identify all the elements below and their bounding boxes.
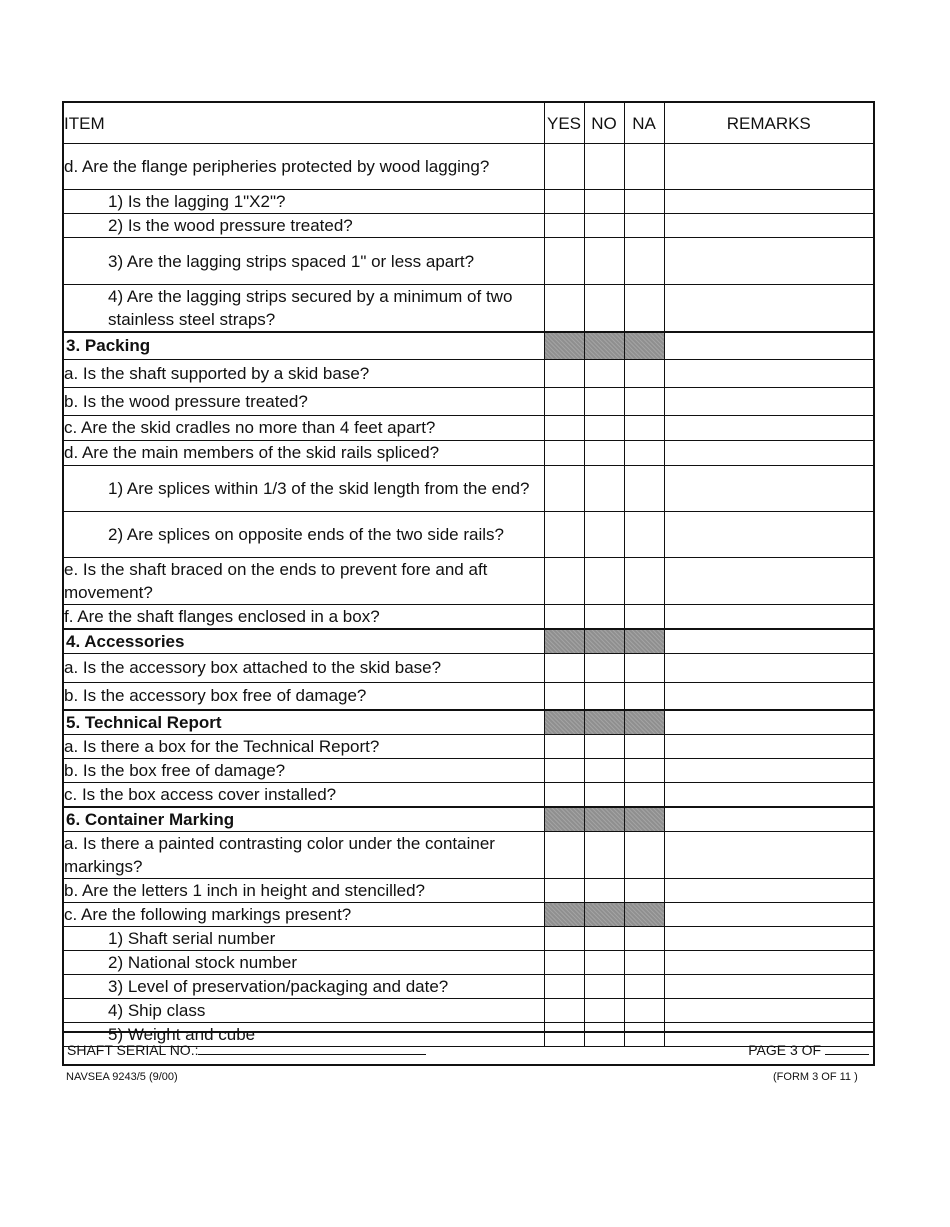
- remarks-cell[interactable]: [664, 783, 873, 808]
- remarks-cell[interactable]: [664, 190, 873, 214]
- yes-shaded-cell: [544, 332, 584, 359]
- shaft-serial-label: SHAFT SERIAL NO.:: [67, 1042, 199, 1058]
- checklist-row: [64, 440, 873, 465]
- no-checkbox-cell[interactable]: [584, 653, 624, 682]
- na-checkbox-cell[interactable]: [624, 783, 664, 808]
- na-checkbox-cell[interactable]: [624, 557, 664, 604]
- no-checkbox-cell[interactable]: [584, 832, 624, 879]
- na-checkbox-cell[interactable]: [624, 465, 664, 511]
- na-checkbox-cell[interactable]: [624, 238, 664, 285]
- no-checkbox-cell[interactable]: [584, 927, 624, 951]
- checklist-row: [64, 783, 873, 808]
- question-text: c. Are the following markings present?: [64, 903, 544, 927]
- yes-checkbox-cell[interactable]: [544, 653, 584, 682]
- remarks-cell[interactable]: [664, 653, 873, 682]
- no-checkbox-cell[interactable]: [584, 190, 624, 214]
- na-checkbox-cell[interactable]: [624, 999, 664, 1023]
- question-text: 3) Level of preservation/packaging and date?: [64, 975, 544, 999]
- remarks-cell[interactable]: [664, 359, 873, 387]
- question-text: 4) Are the lagging strips secured by a minimum of two stainless steel straps?: [64, 285, 544, 333]
- question-text: b. Is the wood pressure treated?: [64, 387, 544, 415]
- header-row: [64, 103, 873, 144]
- question-text: 5) Weight and cube: [64, 1023, 544, 1047]
- no-checkbox-cell[interactable]: [584, 951, 624, 975]
- section-header-row: [64, 629, 873, 654]
- no-checkbox-cell[interactable]: [584, 144, 624, 190]
- checklist-row: [64, 144, 873, 190]
- section-header-row: [64, 710, 873, 735]
- section-title: 5. Technical Report: [64, 710, 544, 735]
- yes-checkbox-cell[interactable]: [544, 387, 584, 415]
- no-checkbox-cell[interactable]: [584, 440, 624, 465]
- checklist-row: [64, 735, 873, 759]
- no-checkbox-cell[interactable]: [584, 511, 624, 557]
- yes-column-header: YES: [544, 103, 584, 144]
- remarks-cell[interactable]: [664, 511, 873, 557]
- checklist-row: [64, 682, 873, 710]
- yes-checkbox-cell[interactable]: [544, 557, 584, 604]
- no-checkbox-cell[interactable]: [584, 682, 624, 710]
- no-checkbox-cell[interactable]: [584, 999, 624, 1023]
- yes-checkbox-cell[interactable]: [544, 144, 584, 190]
- shaft-serial-field: [67, 1041, 426, 1058]
- na-checkbox-cell[interactable]: [624, 975, 664, 999]
- question-text: d. Are the flange peripheries protected by wood lagging?: [64, 144, 544, 190]
- yes-checkbox-cell[interactable]: [544, 832, 584, 879]
- remarks-cell[interactable]: [664, 832, 873, 879]
- na-shaded-cell: [624, 710, 664, 735]
- na-checkbox-cell[interactable]: [624, 359, 664, 387]
- na-checkbox-cell[interactable]: [624, 387, 664, 415]
- na-shaded-cell: [624, 629, 664, 654]
- na-checkbox-cell[interactable]: [624, 832, 664, 879]
- no-checkbox-cell[interactable]: [584, 415, 624, 440]
- na-checkbox-cell[interactable]: [624, 415, 664, 440]
- page-number-field: [748, 1041, 869, 1058]
- na-shaded-cell: [624, 332, 664, 359]
- checklist-row: [64, 999, 873, 1023]
- section-title: 6. Container Marking: [64, 807, 544, 832]
- yes-checkbox-cell[interactable]: [544, 465, 584, 511]
- na-checkbox-cell[interactable]: [624, 604, 664, 629]
- yes-checkbox-cell[interactable]: [544, 214, 584, 238]
- yes-checkbox-cell[interactable]: [544, 440, 584, 465]
- checklist-row: [64, 903, 873, 927]
- remarks-cell[interactable]: [664, 629, 873, 654]
- na-checkbox-cell[interactable]: [624, 879, 664, 903]
- no-checkbox-cell[interactable]: [584, 465, 624, 511]
- inspection-checklist-form: [62, 101, 875, 1066]
- checklist-row: [64, 927, 873, 951]
- question-text: a. Is the accessory box attached to the skid base?: [64, 653, 544, 682]
- na-checkbox-cell[interactable]: [624, 951, 664, 975]
- no-checkbox-cell[interactable]: [584, 783, 624, 808]
- no-shaded-cell: [584, 332, 624, 359]
- question-text: c. Are the skid cradles no more than 4 feet apart?: [64, 415, 544, 440]
- form-footer: [64, 1031, 873, 1064]
- yes-checkbox-cell[interactable]: [544, 682, 584, 710]
- yes-checkbox-cell[interactable]: [544, 190, 584, 214]
- yes-checkbox-cell[interactable]: [544, 285, 584, 333]
- remarks-cell[interactable]: [664, 285, 873, 333]
- form-number: (FORM 3 OF 11 ): [773, 1071, 858, 1083]
- na-checkbox-cell[interactable]: [624, 440, 664, 465]
- yes-checkbox-cell[interactable]: [544, 975, 584, 999]
- yes-shaded-cell: [544, 807, 584, 832]
- na-checkbox-cell[interactable]: [624, 190, 664, 214]
- shaft-serial-input-line[interactable]: [198, 1041, 426, 1055]
- yes-checkbox-cell[interactable]: [544, 999, 584, 1023]
- question-text: 3) Are the lagging strips spaced 1" or less apart?: [64, 238, 544, 285]
- section-title: 3. Packing: [64, 332, 544, 359]
- remarks-cell[interactable]: [664, 951, 873, 975]
- remarks-cell[interactable]: [664, 557, 873, 604]
- remarks-cell[interactable]: [664, 387, 873, 415]
- checklist-row: [64, 832, 873, 879]
- checklist-row: [64, 387, 873, 415]
- section-title: 4. Accessories: [64, 629, 544, 654]
- yes-checkbox-cell[interactable]: [544, 238, 584, 285]
- no-column-header: NO: [584, 103, 624, 144]
- yes-checkbox-cell[interactable]: [544, 783, 584, 808]
- section-header-row: [64, 332, 873, 359]
- na-checkbox-cell[interactable]: [624, 214, 664, 238]
- checklist-row: [64, 604, 873, 629]
- remarks-column-header: REMARKS: [664, 103, 873, 144]
- yes-checkbox-cell[interactable]: [544, 879, 584, 903]
- remarks-cell[interactable]: [664, 903, 873, 927]
- checklist-row: [64, 214, 873, 238]
- question-text: b. Is the box free of damage?: [64, 759, 544, 783]
- no-checkbox-cell[interactable]: [584, 387, 624, 415]
- question-text: 2) Are splices on opposite ends of the two side rails?: [64, 511, 544, 557]
- remarks-cell[interactable]: [664, 332, 873, 359]
- remarks-cell[interactable]: [664, 415, 873, 440]
- no-checkbox-cell[interactable]: [584, 557, 624, 604]
- no-checkbox-cell[interactable]: [584, 214, 624, 238]
- item-column-header: ITEM: [64, 103, 544, 144]
- checklist-row: [64, 415, 873, 440]
- remarks-cell[interactable]: [664, 735, 873, 759]
- no-shaded-cell: [584, 629, 624, 654]
- checklist-row: [64, 951, 873, 975]
- yes-checkbox-cell[interactable]: [544, 415, 584, 440]
- question-text: a. Is the shaft supported by a skid base?: [64, 359, 544, 387]
- no-shaded-cell: [584, 710, 624, 735]
- question-text: a. Is there a painted contrasting color under the container markings?: [64, 832, 544, 879]
- na-checkbox-cell[interactable]: [624, 759, 664, 783]
- yes-shaded-cell: [544, 903, 584, 927]
- question-text: b. Is the accessory box free of damage?: [64, 682, 544, 710]
- checklist-row: [64, 238, 873, 285]
- na-checkbox-cell[interactable]: [624, 511, 664, 557]
- remarks-cell[interactable]: [664, 604, 873, 629]
- checklist-row: [64, 653, 873, 682]
- no-checkbox-cell[interactable]: [584, 285, 624, 333]
- no-checkbox-cell[interactable]: [584, 975, 624, 999]
- question-text: 4) Ship class: [64, 999, 544, 1023]
- na-checkbox-cell[interactable]: [624, 285, 664, 333]
- question-text: 1) Shaft serial number: [64, 927, 544, 951]
- no-shaded-cell: [584, 903, 624, 927]
- remarks-cell[interactable]: [664, 710, 873, 735]
- checklist-row: [64, 359, 873, 387]
- checklist-row: [64, 759, 873, 783]
- remarks-cell[interactable]: [664, 214, 873, 238]
- section-header-row: [64, 807, 873, 832]
- na-checkbox-cell[interactable]: [624, 682, 664, 710]
- remarks-cell[interactable]: [664, 682, 873, 710]
- yes-checkbox-cell[interactable]: [544, 735, 584, 759]
- question-text: d. Are the main members of the skid rails spliced?: [64, 440, 544, 465]
- checklist-rows: [64, 144, 873, 1047]
- remarks-cell[interactable]: [664, 879, 873, 903]
- question-text: 2) Is the wood pressure treated?: [64, 214, 544, 238]
- remarks-cell[interactable]: [664, 759, 873, 783]
- question-text: 1) Is the lagging 1"X2"?: [64, 190, 544, 214]
- yes-checkbox-cell[interactable]: [544, 604, 584, 629]
- na-checkbox-cell[interactable]: [624, 653, 664, 682]
- total-pages-input-line[interactable]: [825, 1041, 869, 1055]
- question-text: a. Is there a box for the Technical Report?: [64, 735, 544, 759]
- na-checkbox-cell[interactable]: [624, 735, 664, 759]
- na-checkbox-cell[interactable]: [624, 144, 664, 190]
- checklist-row: [64, 879, 873, 903]
- no-checkbox-cell[interactable]: [584, 238, 624, 285]
- remarks-cell[interactable]: [664, 144, 873, 190]
- yes-shaded-cell: [544, 629, 584, 654]
- question-text: 2) National stock number: [64, 951, 544, 975]
- remarks-cell[interactable]: [664, 975, 873, 999]
- no-shaded-cell: [584, 807, 624, 832]
- question-text: c. Is the box access cover installed?: [64, 783, 544, 808]
- remarks-cell[interactable]: [664, 238, 873, 285]
- question-text: 1) Are splices within 1/3 of the skid length from the end?: [64, 465, 544, 511]
- no-checkbox-cell[interactable]: [584, 359, 624, 387]
- remarks-cell[interactable]: [664, 465, 873, 511]
- remarks-cell[interactable]: [664, 440, 873, 465]
- page-number-label: PAGE 3 OF: [748, 1042, 822, 1058]
- no-checkbox-cell[interactable]: [584, 759, 624, 783]
- no-checkbox-cell[interactable]: [584, 604, 624, 629]
- na-column-header: NA: [624, 103, 664, 144]
- checklist-row: [64, 285, 873, 333]
- na-shaded-cell: [624, 903, 664, 927]
- remarks-cell[interactable]: [664, 807, 873, 832]
- question-text: e. Is the shaft braced on the ends to prevent fore and aft movement?: [64, 557, 544, 604]
- remarks-cell[interactable]: [664, 999, 873, 1023]
- na-checkbox-cell[interactable]: [624, 927, 664, 951]
- yes-checkbox-cell[interactable]: [544, 511, 584, 557]
- yes-shaded-cell: [544, 710, 584, 735]
- question-text: f. Are the shaft flanges enclosed in a box?: [64, 604, 544, 629]
- yes-checkbox-cell[interactable]: [544, 951, 584, 975]
- na-shaded-cell: [624, 807, 664, 832]
- checklist-row: [64, 511, 873, 557]
- yes-checkbox-cell[interactable]: [544, 359, 584, 387]
- checklist-row: [64, 190, 873, 214]
- checklist-row: [64, 975, 873, 999]
- no-checkbox-cell[interactable]: [584, 735, 624, 759]
- checklist-row: [64, 465, 873, 511]
- no-checkbox-cell[interactable]: [584, 879, 624, 903]
- checklist-row: [64, 557, 873, 604]
- question-text: b. Are the letters 1 inch in height and stencilled?: [64, 879, 544, 903]
- document-number: NAVSEA 9243/5 (9/00): [66, 1071, 178, 1083]
- checklist-table: [64, 103, 873, 1047]
- remarks-cell[interactable]: [664, 927, 873, 951]
- yes-checkbox-cell[interactable]: [544, 927, 584, 951]
- yes-checkbox-cell[interactable]: [544, 759, 584, 783]
